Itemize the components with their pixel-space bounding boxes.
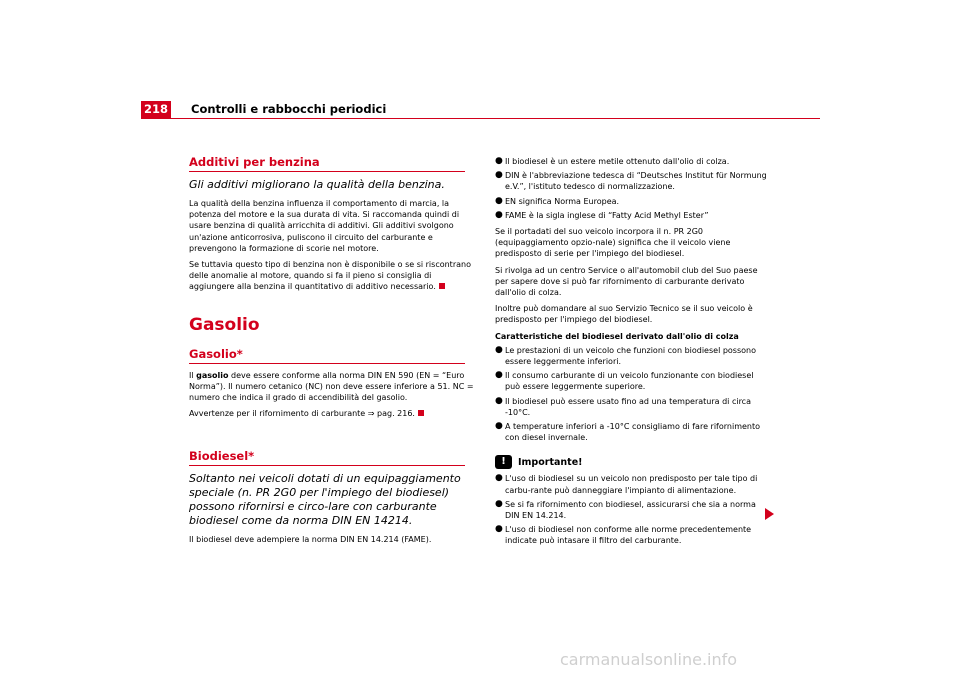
list-item: [495, 524, 767, 546]
text: Il: [189, 370, 197, 380]
intro-biodiesel: Soltanto nei veicoli dotati di un equipaggiamento speciale (n. PR 2G0 per l'impiego del biodiesel) possono rifornirsi e circo-lare con carburante biodiesel come da norma DIN EN 14214.: [189, 472, 461, 528]
paragraph: Si rivolga ad un centro Service o all'automobil club del Suo paese per sapere dove si può far rifornimento di carburante derivato dall'olio di colza.: [495, 265, 758, 298]
chapter-title-gasolio: Gasolio: [189, 314, 260, 335]
list-item-text: Se si fa rifornimento con biodiesel, assicurarsi che sia a norma DIN EN 14.214.: [505, 499, 756, 521]
list-item-text: A temperature inferiori a -10°C consigliamo di fare rifornimento con diesel invernale.: [505, 422, 761, 443]
paragraph-text: Se tuttavia questo tipo di benzina non è disponibile o se si riscontrano delle anomalie al motore, quando si fa il pieno si consiglia di aggiungere alla benzina il quantitativo di additivo necessario.: [189, 260, 471, 292]
running-header: Controlli e rabbocchi periodici: [191, 102, 387, 116]
bullet-icon: ●: [495, 170, 503, 181]
sub-heading: Caratteristiche del biodiesel derivato dall'olio di colza: [495, 331, 739, 341]
paragraph: Se il portadati del suo veicolo incorpora il n. PR 2G0 (equipaggiamento opzio-nale) significa che il veicolo viene predisposto di serie per l'impiego del biodiesel.: [495, 227, 731, 259]
list-item-text: FAME è la sigla inglese di “Fatty Acid Methyl Ester”: [505, 210, 709, 220]
bullet-icon: ●: [495, 498, 503, 509]
list-item-text: Il biodiesel può essere usato fino ad una temperatura di circa -10°C.: [505, 396, 751, 417]
page-reference-link[interactable]: ⇒ pag. 216.: [367, 409, 415, 419]
end-of-section-icon: [418, 410, 424, 416]
paragraph: Il biodiesel deve adempiere la norma DIN EN 14.214 (FAME).: [189, 535, 432, 545]
next-page-arrow-icon[interactable]: [765, 508, 774, 520]
paragraph-with-end: [189, 259, 475, 293]
important-title: Importante!: [518, 456, 583, 468]
list-item: [495, 210, 767, 221]
bullet-icon: ●: [495, 344, 503, 355]
heading-rule: [189, 363, 465, 364]
paragraph-with-end: [189, 408, 475, 419]
header-rule: [141, 118, 820, 119]
paragraph-gasolio: [189, 370, 475, 404]
bullet-icon: ●: [495, 524, 503, 535]
right-column: [495, 156, 767, 547]
list-item-text: Le prestazioni di un veicolo che funzioni con biodiesel possono essere leggermente inferiori.: [505, 345, 757, 367]
section-heading-biodiesel: Biodiesel*: [189, 449, 255, 464]
left-column: [189, 155, 475, 551]
important-box-header: [495, 455, 767, 469]
list-item: [495, 156, 767, 167]
paragraph: La qualità della benzina influenza il comportamento di marcia, la potenza del motore e la sua durata di vita. Si raccomanda quindi di usare benzina di qualità arricchita di additivi. Gli additivi svolgono un'azione anticorrosiva, puliscono il circuito del carburante e prevengono la formazione di scorie nel motore.: [189, 199, 460, 253]
bullet-icon: ●: [495, 395, 503, 406]
warning-icon: !: [495, 455, 512, 469]
list-item-text: L'uso di biodiesel non conforme alle norme precedentemente indicate può intasare il filtro del carburante.: [505, 525, 752, 546]
list-item-text: EN significa Norma Europea.: [505, 196, 620, 206]
section-heading-additivi: Additivi per benzina: [189, 155, 320, 169]
list-item: [495, 499, 767, 521]
heading-rule: [189, 171, 465, 172]
list-item-text: L'uso di biodiesel su un veicolo non predisposto per tale tipo di carbu-rante può danneggiare l'impianto di alimentazione.: [505, 474, 758, 495]
section-heading-gasolio: Gasolio*: [189, 346, 243, 361]
list-item-text: DIN è l'abbreviazione tedesca di “Deutsches Institut für Normung e.V.”, l'istituto tedesco di normalizzazione.: [505, 171, 767, 192]
paragraph: Inoltre può domandare al suo Servizio Tecnico se il suo veicolo è predisposto per l'impiego del biodiesel.: [495, 304, 753, 325]
heading-rule: [189, 465, 465, 466]
list-item: [495, 345, 767, 367]
bullet-icon: ●: [495, 195, 503, 206]
bullet-icon: ●: [495, 370, 503, 381]
list-item: [495, 421, 767, 443]
list-item: [495, 396, 767, 418]
bullet-icon: ●: [495, 473, 503, 484]
watermark: carmanualsonline.info: [560, 650, 738, 669]
bold-term: gasolio: [196, 370, 229, 380]
bullet-icon: ●: [495, 421, 503, 432]
list-item-text: Il biodiesel è un estere metile ottenuto dall'olio di colza.: [505, 157, 730, 166]
end-of-section-icon: [439, 283, 445, 289]
list-item: [495, 170, 767, 192]
page-number: 218: [141, 101, 171, 118]
list-item: [495, 196, 767, 207]
list-item: [495, 473, 767, 495]
list-item-text: Il consumo carburante di un veicolo funzionante con biodiesel può essere leggermente superiore.: [505, 371, 754, 392]
list-item: [495, 370, 767, 392]
bullet-icon: ●: [495, 156, 503, 166]
intro-additivi: Gli additivi migliorano la qualità della benzina.: [189, 178, 445, 191]
bullet-icon: ●: [495, 209, 503, 220]
text: deve essere conforme alla norma DIN EN 590 (EN = “Euro Norma”). Il numero cetanico (NC) non deve essere inferiore a 51. NC = numero che indica il grado di accendibilità del gasolio.: [189, 370, 474, 403]
text: Avvertenze per il rifornimento di carburante: [189, 409, 368, 419]
